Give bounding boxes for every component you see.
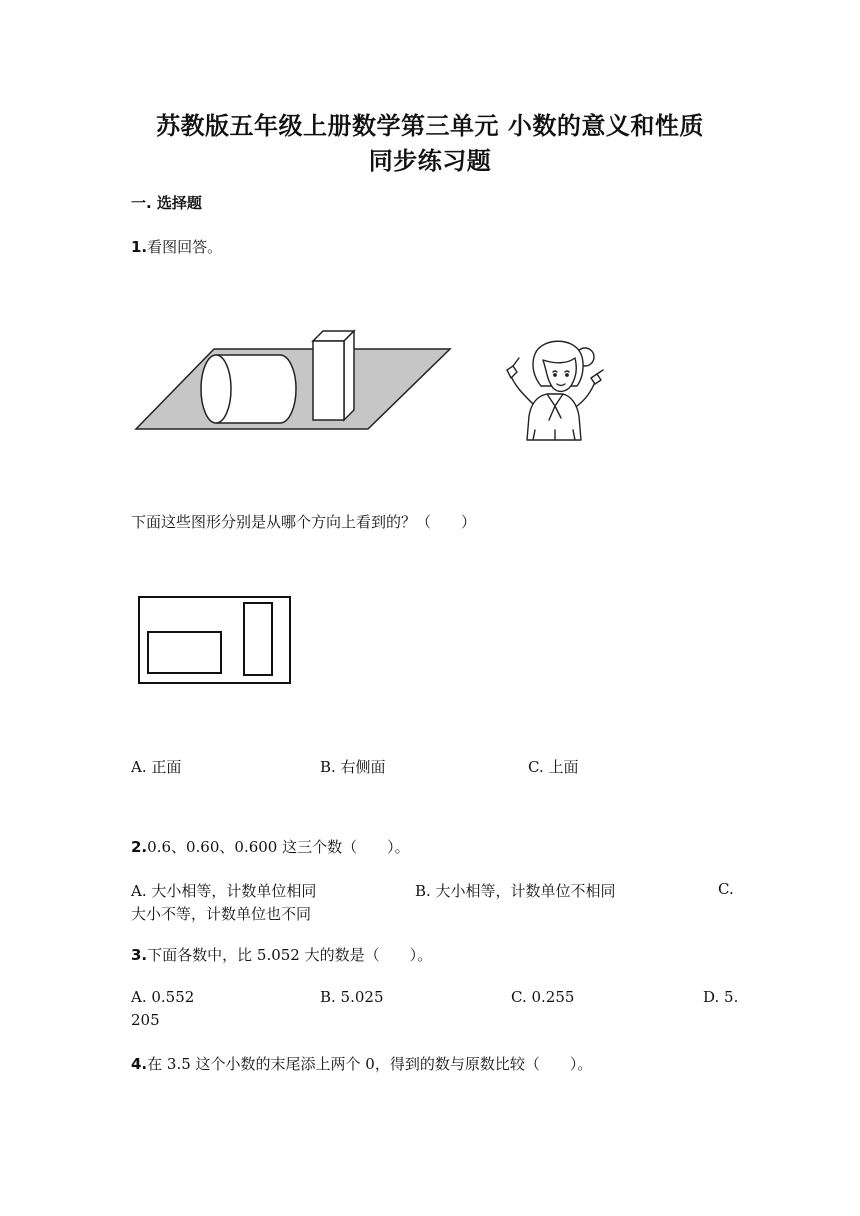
question-number: 3. <box>131 946 148 964</box>
q3-option-a: A. 0.552 <box>131 988 195 1006</box>
solids-figure <box>130 322 460 437</box>
section-heading: 一. 选择题 <box>131 194 202 212</box>
q1-option-a: A. 正面 <box>131 758 182 776</box>
question-2 <box>131 836 410 857</box>
question-text: 看图回答。 <box>147 238 223 256</box>
q2-option-a: A. 大小相等，计数单位相同 <box>131 882 317 900</box>
question-3 <box>131 944 432 965</box>
q2-option-c-text: 大小不等，计数单位也不同 <box>131 905 312 923</box>
question-1-subtext: 下面这些图形分别是从哪个方向上看到的？（ ） <box>131 513 477 531</box>
question-1 <box>131 236 222 257</box>
q2-option-c: C. <box>718 880 734 898</box>
q2-option-b: B. 大小相等，计数单位不相同 <box>415 882 616 900</box>
question-number: 1. <box>131 238 148 256</box>
question-text: 0.6、0.60、0.600 这三个数（ ）。 <box>147 838 410 856</box>
question-number: 4. <box>131 1055 148 1073</box>
q1-option-b: B. 右侧面 <box>320 758 386 776</box>
question-text: 下面各数中，比 5.052 大的数是（ ）。 <box>147 946 433 964</box>
q3-option-d-continued: 205 <box>131 1011 160 1029</box>
q3-option-d: D. 5. <box>703 988 739 1006</box>
question-text: 在 3.5 这个小数的末尾添上两个 0，得到的数与原数比较（ ）。 <box>147 1055 593 1073</box>
view-figure <box>137 595 295 687</box>
q1-option-c: C. 上面 <box>528 758 579 776</box>
q3-option-b: B. 5.025 <box>320 988 384 1006</box>
question-number: 2. <box>131 838 148 856</box>
page-title-line1: 苏教版五年级上册数学第三单元 小数的意义和性质 <box>156 112 704 140</box>
q3-option-c: C. 0.255 <box>511 988 575 1006</box>
page-title-line2: 同步练习题 <box>368 147 492 175</box>
question-4 <box>131 1053 592 1074</box>
girl-illustration <box>497 334 609 444</box>
